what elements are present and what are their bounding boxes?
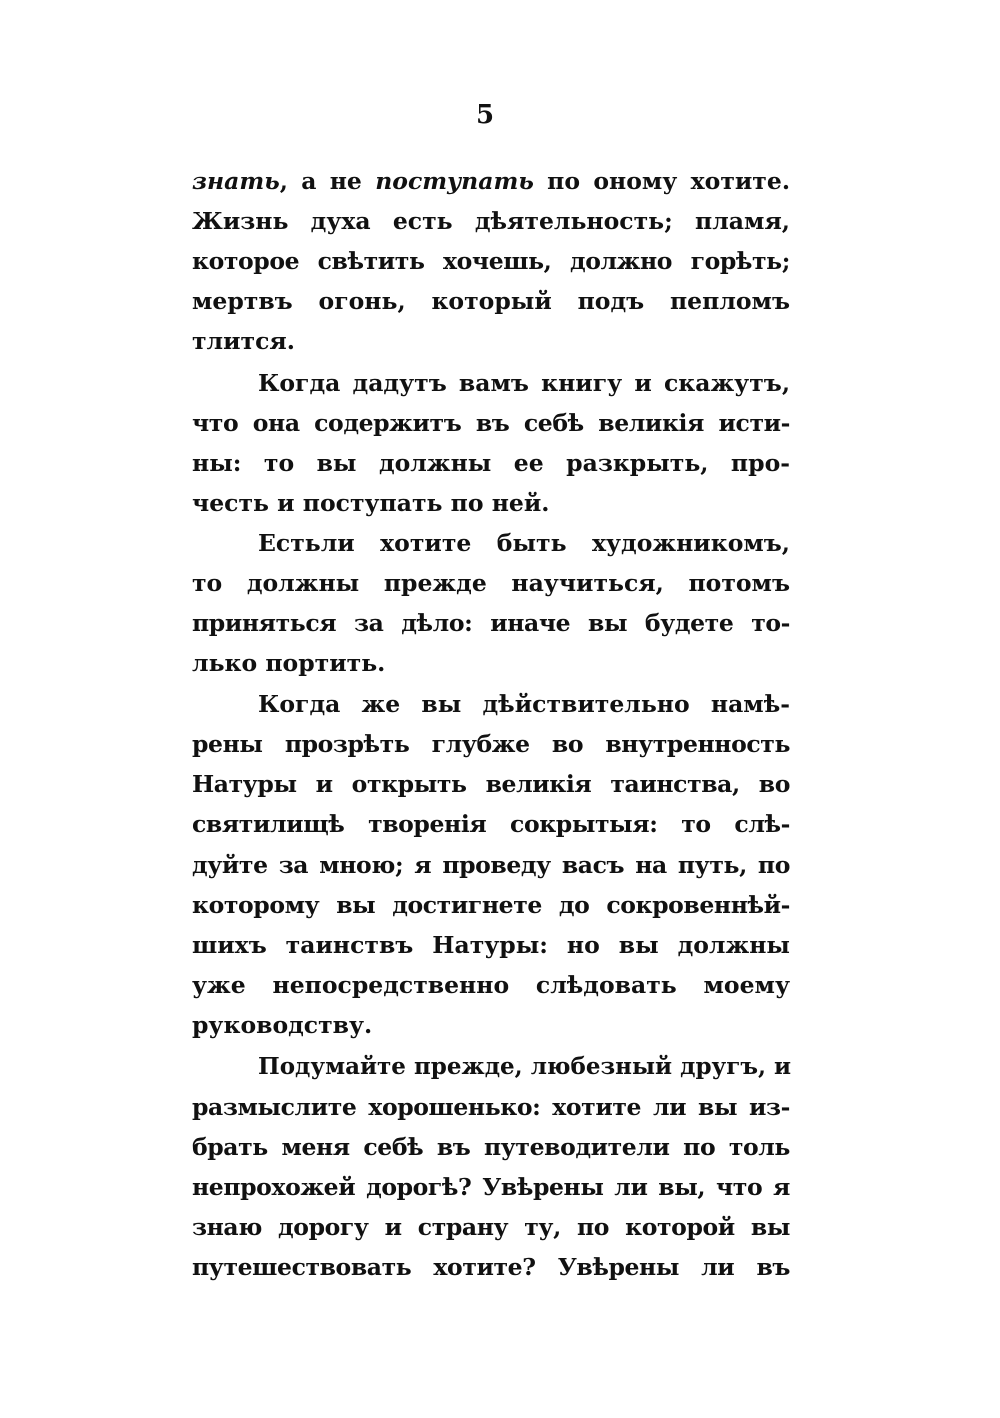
text-line-11: то должны прежде научиться, потомъ: [192, 569, 790, 597]
text-line-21: уже непосредственно слѣдовать моему: [192, 971, 790, 999]
text-line-5: тлится.: [192, 327, 295, 355]
text-line-13: лько портить.: [192, 649, 386, 677]
text-line-26: непрохожей дорогѣ? Увѣрены ли вы, что я: [192, 1173, 790, 1201]
text-line-16: Натуры и открыть великія таинства, во: [192, 770, 790, 798]
text-line-2: Жизнь духа есть дѣятельность; пламя,: [192, 207, 790, 235]
text-line-7: что она содержитъ въ себѣ великія исти-: [192, 409, 790, 437]
text-line-1: знать, а не поступать по оному хотите.: [192, 167, 790, 195]
text-line-24: размыслите хорошенько: хотите ли вы из-: [192, 1093, 790, 1121]
text-line-12: приняться за дѣло: иначе вы будете то-: [192, 609, 790, 637]
text-line-8: ны: то вы должны ее разкрыть, про-: [192, 449, 790, 477]
text-line-27: знаю дорогу и страну ту, по которой вы: [192, 1213, 790, 1241]
page-number: 5: [475, 100, 495, 130]
text-line-25: брать меня себѣ въ путеводители по толь: [192, 1133, 790, 1161]
text-line-28: путешествовать хотите? Увѣрены ли въ: [192, 1253, 790, 1281]
text-line-18: дуйте за мною; я проведу васъ на путь, по: [192, 851, 790, 879]
text-line-4: мертвъ огонь, который подъ пепломъ: [192, 287, 790, 315]
text-line-9: честь и поступать по ней.: [192, 489, 550, 517]
text-line-3: которое свѣтить хочешь, должно горѣть;: [192, 247, 790, 275]
text-line-19: которому вы достигнете до сокровеннѣй-: [192, 891, 790, 919]
text-line-6: Когда дадутъ вамъ книгу и скажутъ,: [258, 369, 790, 397]
text-line-23: Подумайте прежде, любезный другъ, и: [258, 1053, 792, 1080]
text-line-22: руководству.: [192, 1011, 373, 1039]
text-line-15: рены прозрѣть глубже во внутренность: [192, 730, 790, 758]
text-line-10: Естьли хотите быть художникомъ,: [258, 529, 790, 557]
text-line-17: святилищѣ творенія сокрытыя: то слѣ-: [192, 810, 790, 838]
text-line-20: шихъ таинствъ Натуры: но вы должны: [192, 931, 790, 959]
text-line-14: Когда же вы дѣйствительно намѣ-: [258, 690, 790, 718]
